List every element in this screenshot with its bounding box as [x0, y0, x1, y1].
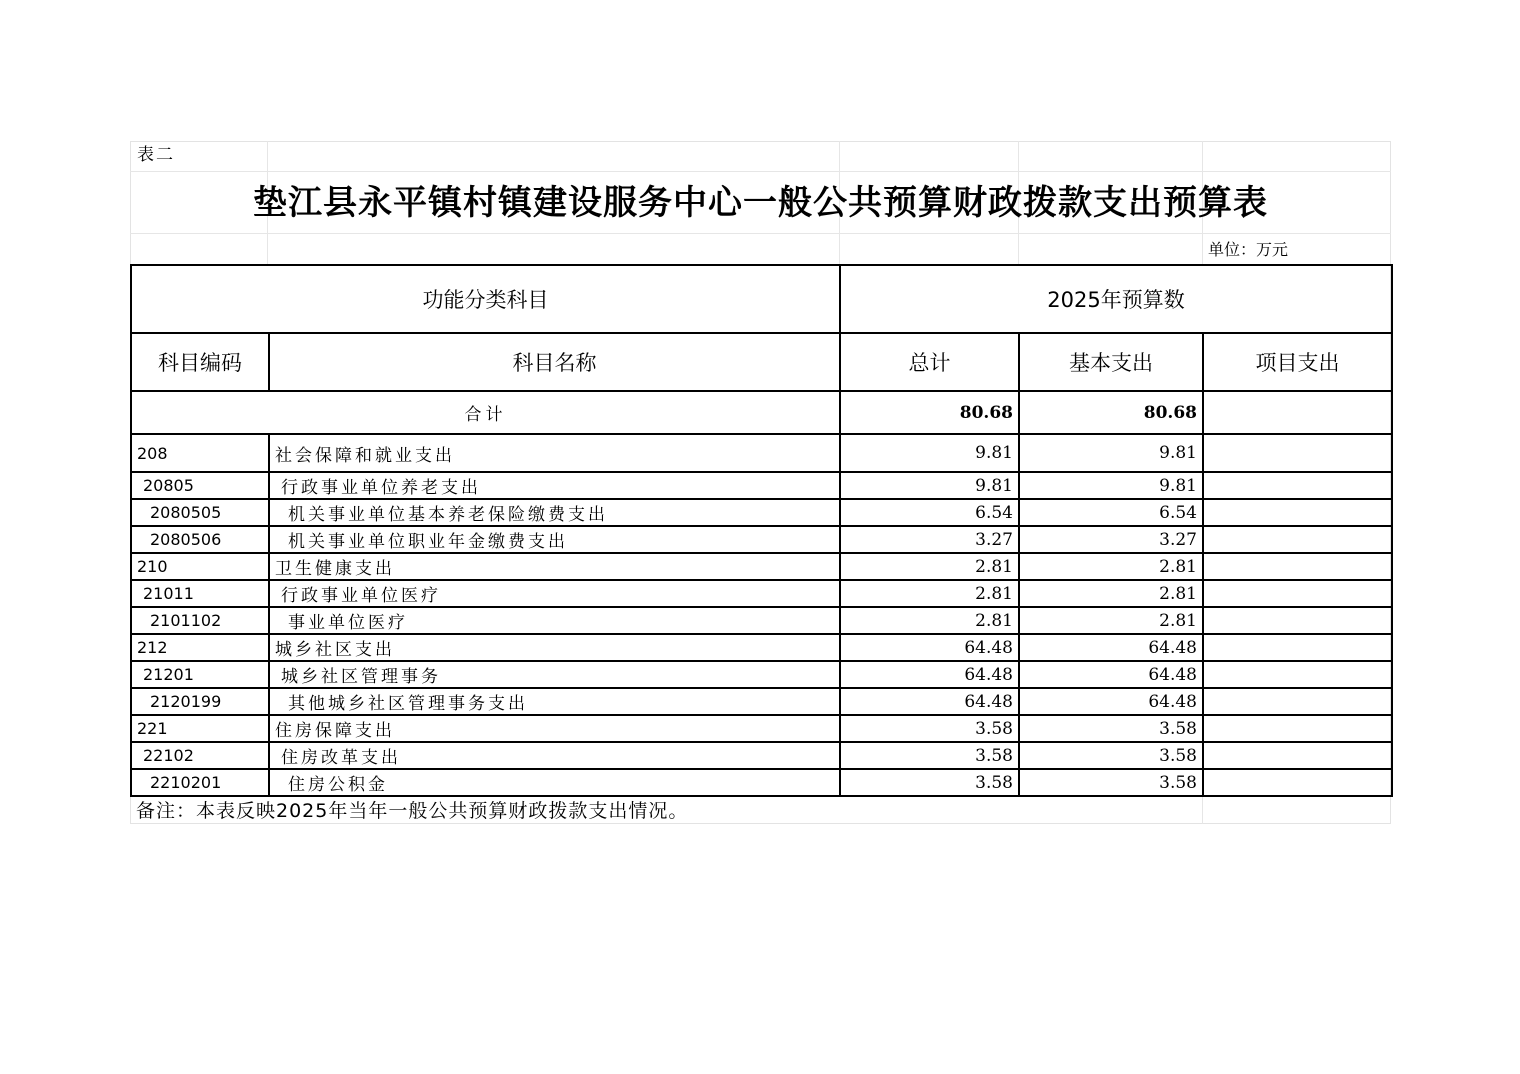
row-total: 64.48: [840, 634, 1019, 661]
row-total: 3.58: [840, 742, 1019, 769]
row-project: [1203, 434, 1392, 472]
table-row: [131, 634, 1392, 661]
row-code: 2120199: [131, 688, 269, 715]
row-total: 3.58: [840, 715, 1019, 742]
row-total: 64.48: [840, 661, 1019, 688]
table-row: [131, 742, 1392, 769]
header-function-category: 功能分类科目: [131, 265, 840, 333]
row-code: 221: [131, 715, 269, 742]
table-row: [131, 472, 1392, 499]
total-amount: 80.68: [840, 391, 1019, 434]
header-basic: 基本支出: [1019, 333, 1203, 391]
row-code: 21201: [131, 661, 269, 688]
row-project: [1203, 661, 1392, 688]
page-title: 垫江县永平镇村镇建设服务中心一般公共预算财政拨款支出预算表: [253, 183, 1268, 223]
row-basic: 3.27: [1019, 526, 1203, 553]
row-name: 行政事业单位养老支出: [269, 472, 840, 499]
row-basic: 3.58: [1019, 769, 1203, 796]
row-project: [1203, 472, 1392, 499]
row-name: 卫生健康支出: [269, 553, 840, 580]
row-code: 2210201: [131, 769, 269, 796]
table-row: [131, 580, 1392, 607]
row-project: [1203, 742, 1392, 769]
row-name: 城乡社区管理事务: [269, 661, 840, 688]
total-label: 合计: [131, 391, 840, 434]
row-total: 2.81: [840, 607, 1019, 634]
row-total: 6.54: [840, 499, 1019, 526]
row-name: 住房公积金: [269, 769, 840, 796]
row-project: [1203, 715, 1392, 742]
header-total: 总计: [840, 333, 1019, 391]
header-budget-year: 2025年预算数: [840, 265, 1392, 333]
table-row: [131, 553, 1392, 580]
unit-label: 单位：万元: [1208, 240, 1289, 259]
total-row: [131, 391, 1392, 434]
row-basic: 64.48: [1019, 661, 1203, 688]
row-name: 社会保障和就业支出: [269, 434, 840, 472]
row-total: 64.48: [840, 688, 1019, 715]
row-basic: 64.48: [1019, 634, 1203, 661]
row-total: 3.58: [840, 769, 1019, 796]
row-code: 20805: [131, 472, 269, 499]
row-code: 208: [131, 434, 269, 472]
row-project: [1203, 769, 1392, 796]
table-row: [131, 661, 1392, 688]
row-code: 22102: [131, 742, 269, 769]
row-basic: 64.48: [1019, 688, 1203, 715]
header-project: 项目支出: [1203, 333, 1392, 391]
row-project: [1203, 688, 1392, 715]
row-code: 212: [131, 634, 269, 661]
row-code: 2080505: [131, 499, 269, 526]
row-name: 住房保障支出: [269, 715, 840, 742]
row-name: 城乡社区支出: [269, 634, 840, 661]
table-row: [131, 434, 1392, 472]
row-total: 2.81: [840, 553, 1019, 580]
row-project: [1203, 553, 1392, 580]
gridline: [130, 233, 1391, 234]
table-row: [131, 526, 1392, 553]
budget-table: [130, 264, 1393, 797]
row-code: 2080506: [131, 526, 269, 553]
row-code: 21011: [131, 580, 269, 607]
total-project: [1203, 391, 1392, 434]
table-row: [131, 715, 1392, 742]
row-basic: 9.81: [1019, 472, 1203, 499]
sheet-tag: 表二: [137, 145, 175, 165]
header-code: 科目编码: [131, 333, 269, 391]
row-name: 住房改革支出: [269, 742, 840, 769]
row-code: 2101102: [131, 607, 269, 634]
row-basic: 3.58: [1019, 742, 1203, 769]
row-basic: 2.81: [1019, 607, 1203, 634]
table-row: [131, 499, 1392, 526]
gridline: [130, 171, 1391, 172]
row-name: 行政事业单位医疗: [269, 580, 840, 607]
row-project: [1203, 526, 1392, 553]
row-total: 9.81: [840, 434, 1019, 472]
table-row: [131, 769, 1392, 796]
row-total: 2.81: [840, 580, 1019, 607]
row-name: 机关事业单位基本养老保险缴费支出: [269, 499, 840, 526]
row-name: 机关事业单位职业年金缴费支出: [269, 526, 840, 553]
row-project: [1203, 607, 1392, 634]
row-basic: 6.54: [1019, 499, 1203, 526]
row-project: [1203, 580, 1392, 607]
row-name: 事业单位医疗: [269, 607, 840, 634]
row-name: 其他城乡社区管理事务支出: [269, 688, 840, 715]
header-name: 科目名称: [269, 333, 840, 391]
row-project: [1203, 499, 1392, 526]
row-basic: 2.81: [1019, 580, 1203, 607]
footnote: 备注：本表反映2025年当年一般公共预算财政拨款支出情况。: [136, 800, 689, 822]
row-basic: 9.81: [1019, 434, 1203, 472]
row-basic: 3.58: [1019, 715, 1203, 742]
row-code: 210: [131, 553, 269, 580]
row-total: 9.81: [840, 472, 1019, 499]
row-total: 3.27: [840, 526, 1019, 553]
table-row: [131, 688, 1392, 715]
row-project: [1203, 634, 1392, 661]
total-basic: 80.68: [1019, 391, 1203, 434]
table-row: [131, 607, 1392, 634]
row-basic: 2.81: [1019, 553, 1203, 580]
